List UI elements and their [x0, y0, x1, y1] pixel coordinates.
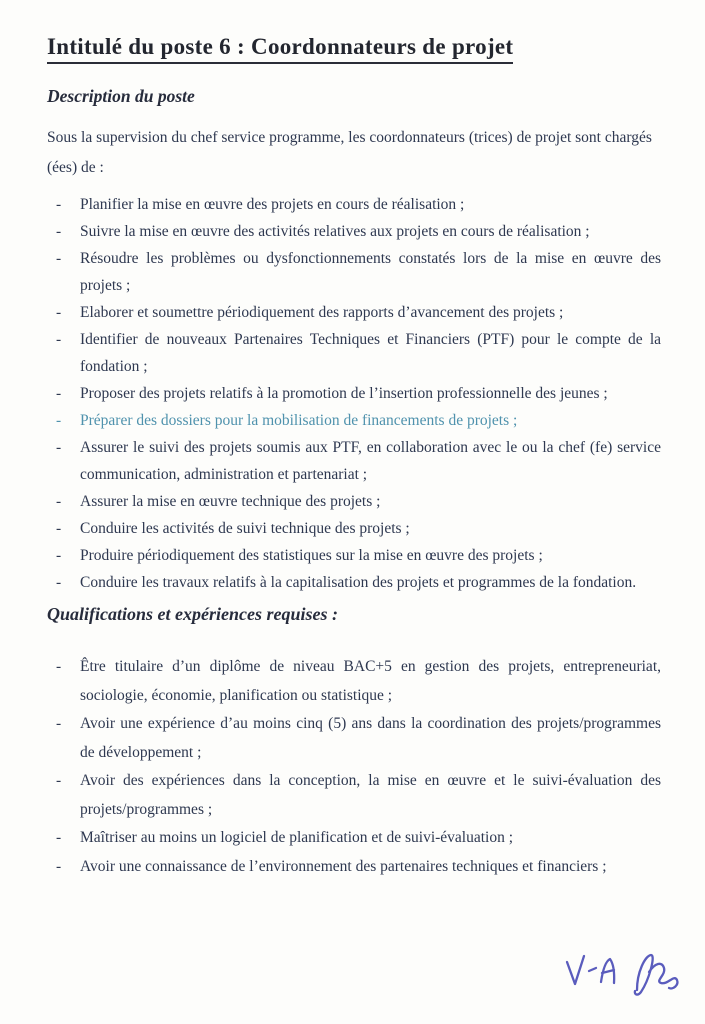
dash-bullet: -	[56, 304, 62, 321]
dash-bullet: -	[56, 715, 62, 732]
list-item-text: Préparer des dossiers pour la mobilisation de financements de projets ;	[80, 412, 518, 429]
list-item	[47, 569, 661, 596]
list-item-text: Elaborer et soumettre périodiquement des rapports d’avancement des projets ;	[80, 304, 564, 321]
list-item	[47, 488, 661, 515]
dash-bullet: -	[56, 520, 62, 537]
signature-ink-icon	[553, 946, 693, 1006]
dash-bullet: -	[56, 250, 62, 267]
list-item-text: Assurer le suivi des projets soumis aux PTF, en collaboration avec le ou la chef (fe) service communication, administration et partenariat ;	[80, 439, 661, 483]
list-item	[47, 653, 661, 710]
list-item	[47, 824, 661, 853]
list-item	[47, 191, 661, 218]
qualifications-list	[47, 653, 661, 881]
dash-bullet: -	[56, 658, 62, 675]
list-item	[47, 218, 661, 245]
list-item-text: Proposer des projets relatifs à la promotion de l’insertion professionnelle des jeunes ;	[80, 385, 608, 402]
list-item-text: Produire périodiquement des statistiques sur la mise en œuvre des projets ;	[80, 547, 543, 564]
list-item	[47, 710, 661, 767]
list-item-text: Avoir une connaissance de l’environnement des partenaires techniques et financiers ;	[80, 857, 607, 875]
description-duties-list	[47, 191, 661, 596]
list-item-text: Assurer la mise en œuvre technique des projets ;	[80, 493, 381, 510]
list-item	[47, 299, 661, 326]
list-item-text: Identifier de nouveaux Partenaires Techniques et Financiers (PTF) pour le compte de la fondation ;	[80, 331, 661, 375]
dash-bullet: -	[56, 857, 62, 875]
dash-bullet: -	[56, 385, 62, 402]
list-item	[47, 767, 661, 824]
page-title: Intitulé du poste 6 : Coordonnateurs de projet	[47, 34, 513, 64]
list-item-text: Conduire les travaux relatifs à la capitalisation des projets et programmes de la fondation.	[80, 574, 637, 591]
intro-paragraph: Sous la supervision du chef service programme, les coordonnateurs (trices) de projet sont chargés (ées) de :	[47, 129, 652, 176]
list-item-text: Avoir des expériences dans la conception, la mise en œuvre et le suivi-évaluation des projets/programmes ;	[80, 772, 661, 818]
dash-bullet: -	[56, 223, 62, 240]
list-item-text: Conduire les activités de suivi technique des projets ;	[80, 520, 410, 537]
handwritten-signature	[553, 946, 693, 1006]
list-item	[47, 515, 661, 542]
section-heading-description: Description du poste	[47, 86, 195, 106]
dash-bullet: -	[56, 772, 62, 789]
dash-bullet: -	[56, 574, 62, 591]
dash-bullet: -	[56, 331, 62, 348]
list-item	[47, 407, 661, 434]
list-item-text: Être titulaire d’un diplôme de niveau BAC+5 en gestion des projets, entrepreneuriat, sociologie, économie, planification ou statistique ;	[80, 658, 661, 704]
list-item	[47, 245, 661, 299]
list-item-text: Avoir une expérience d’au moins cinq (5) ans dans la coordination des projets/programmes de développement ;	[80, 715, 661, 761]
dash-bullet: -	[56, 829, 62, 846]
list-item	[47, 542, 661, 569]
list-item-text: Planifier la mise en œuvre des projets en cours de réalisation ;	[80, 196, 465, 213]
list-item-text: Maîtriser au moins un logiciel de planification et de suivi-évaluation ;	[80, 829, 514, 846]
dash-bullet: -	[56, 196, 62, 213]
list-item	[47, 380, 661, 407]
list-item	[47, 853, 661, 882]
list-item-text: Suivre la mise en œuvre des activités relatives aux projets en cours de réalisation ;	[80, 223, 590, 240]
dash-bullet: -	[56, 439, 62, 456]
list-item	[47, 434, 661, 488]
section-heading-qualifications: Qualifications et expériences requises :	[47, 604, 338, 624]
dash-bullet: -	[56, 493, 62, 510]
list-item-text: Résoudre les problèmes ou dysfonctionnements constatés lors de la mise en œuvre des projets ;	[80, 250, 661, 294]
dash-bullet: -	[56, 412, 62, 429]
list-item	[47, 326, 661, 380]
dash-bullet: -	[56, 547, 62, 564]
